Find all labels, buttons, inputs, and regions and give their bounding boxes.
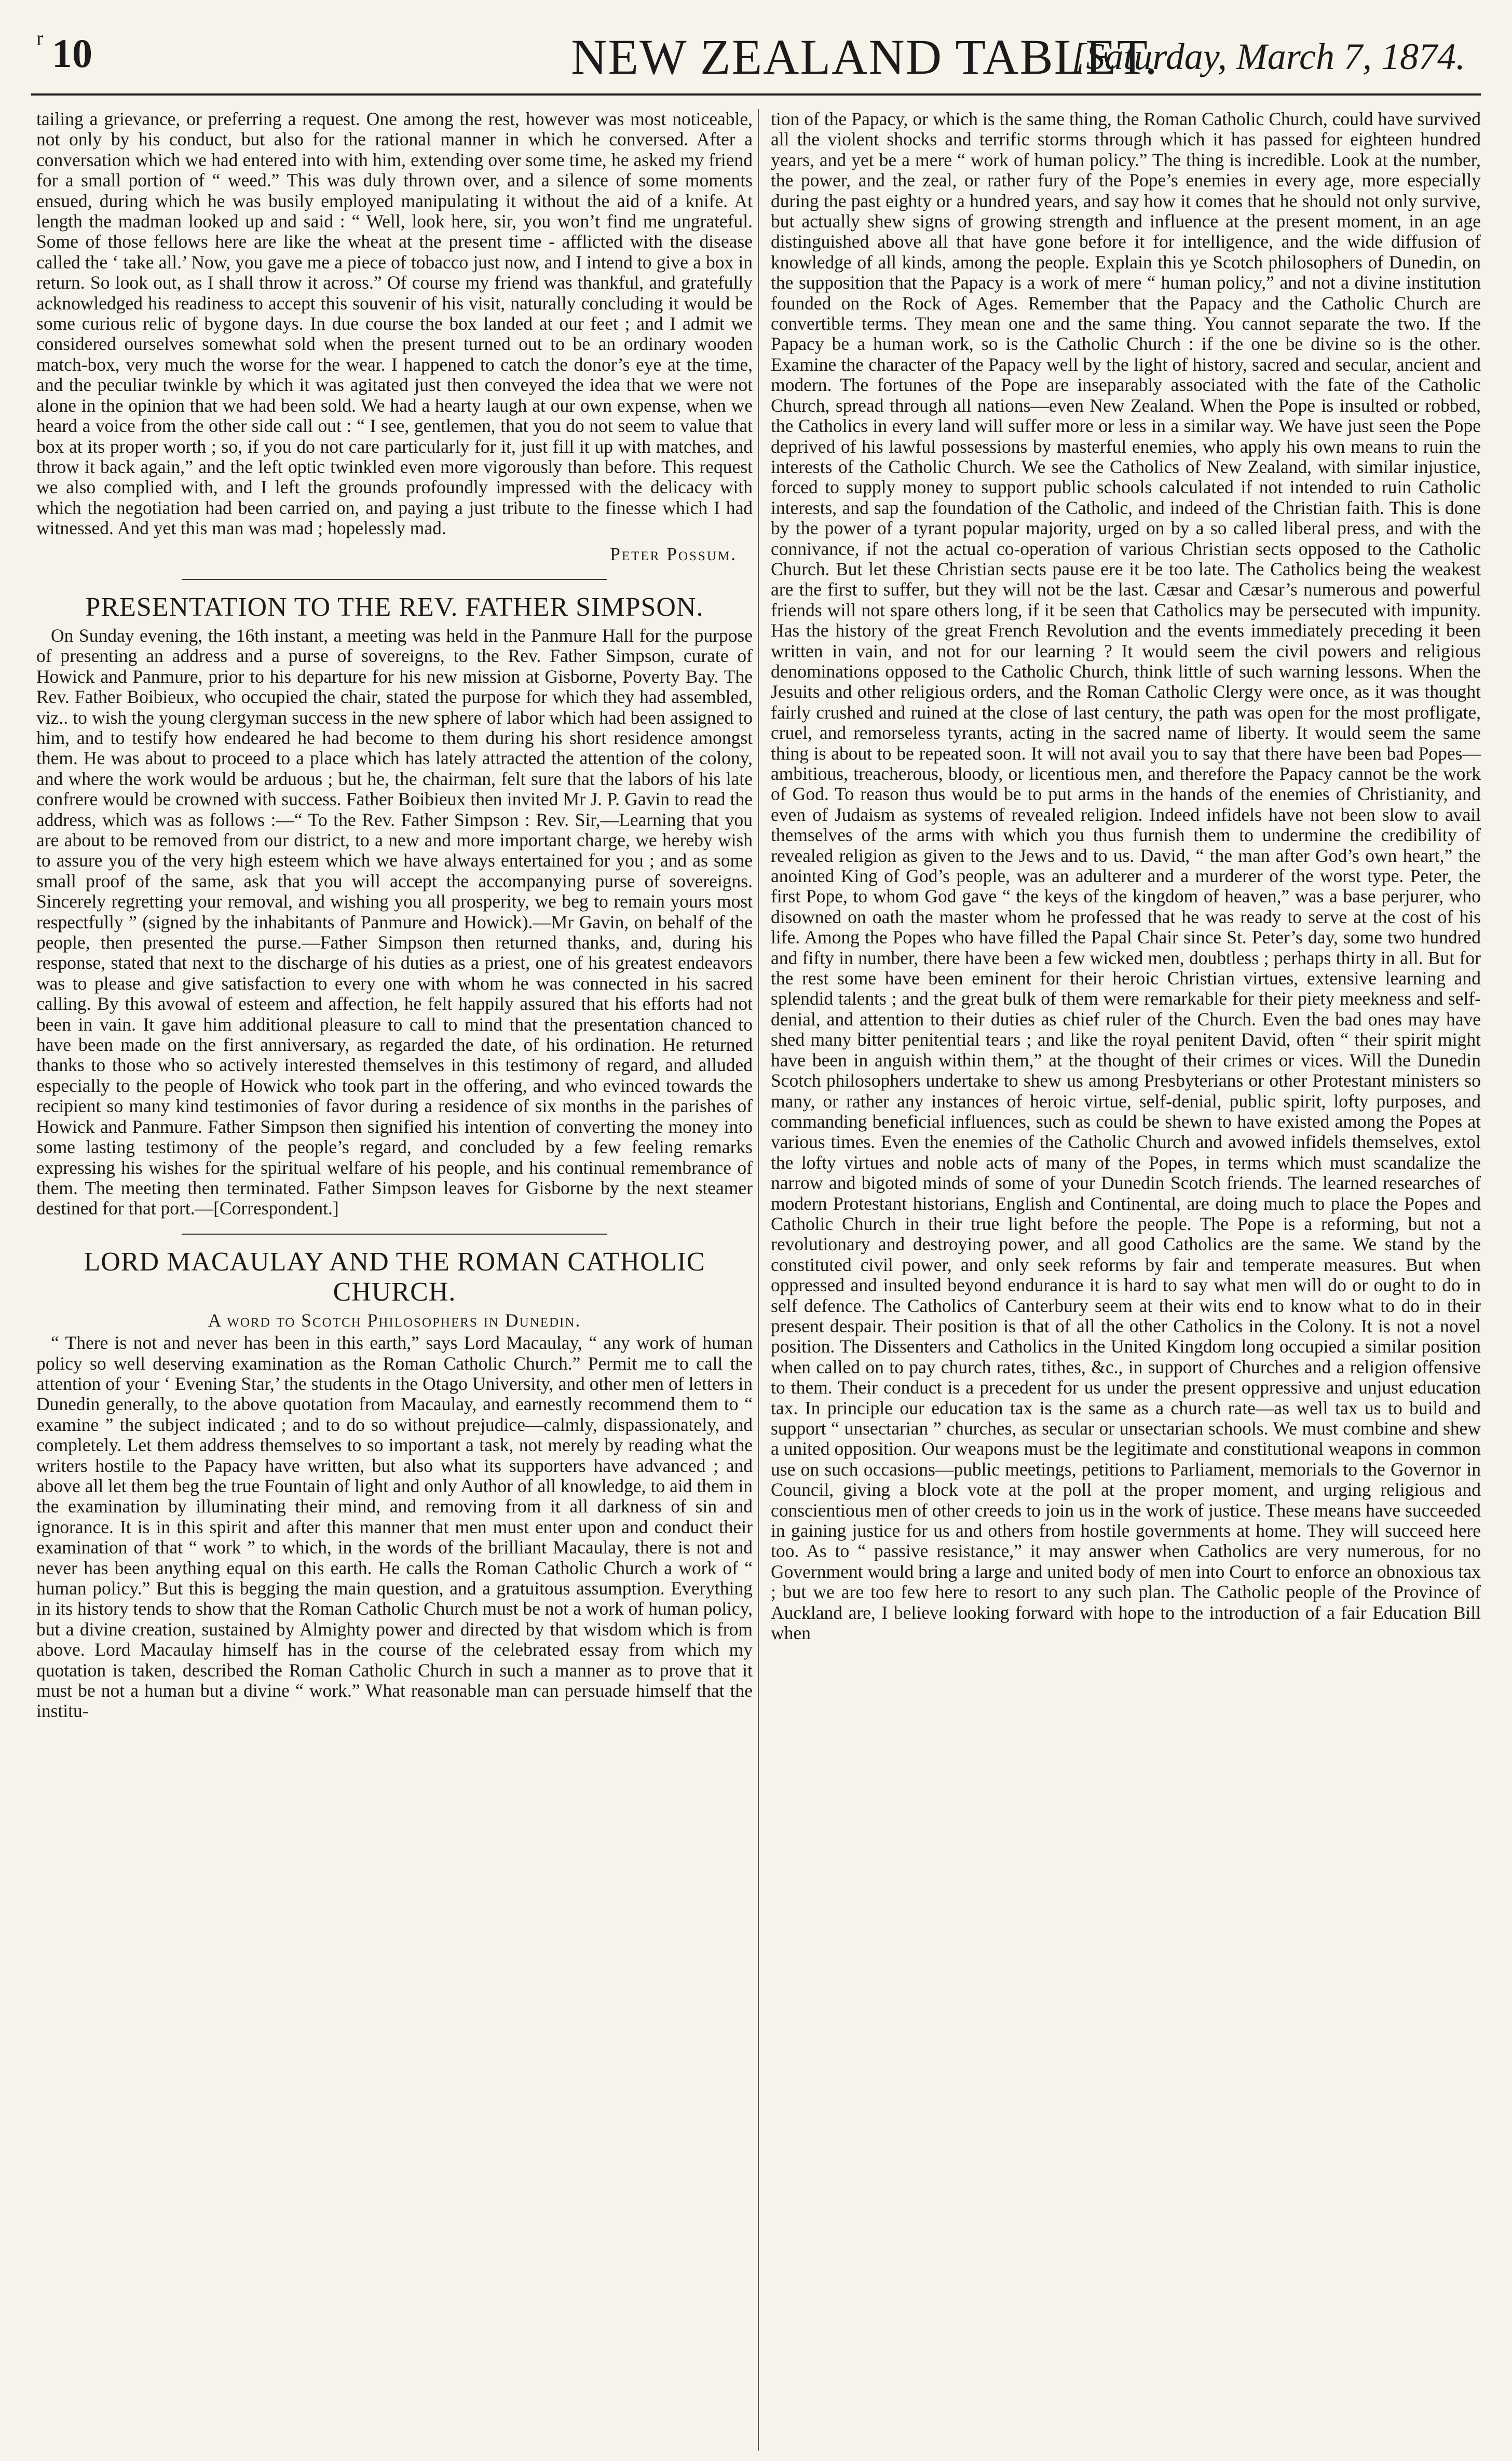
corner-mark: r bbox=[36, 26, 44, 50]
newspaper-title: NEW ZEALAND TABLET. bbox=[571, 29, 1159, 85]
column-divider bbox=[758, 109, 759, 2451]
article-subheading: A word to Scotch Philosophers in Dunedin. bbox=[208, 1309, 581, 1331]
article-paragraph: On Sunday evening, the 16th instant, a meeting was held in the Panmure Hall for the purpose of presenting an address and a purse of sovereigns, to the Rev. Father Simpson, curate of Howick and Panmure, prior to his departure for his new mission at Gisborne, Poverty Bay. The Rev. Father Boibieux, who occupied the chair, stated the purpose for which they had assembled, viz.. to wish the young clergyman success in the new sphere of labor which had been assigned to him, and to testify how endeared he had become to them during his short residence amongst them. He was about to proceed to a place which has lately attracted the attention of the colony, and where the work would be arduous ; but he, the chairman, felt sure that the labors of his late confrere would be crowned with success. Father Boibieux then invited Mr J. P. Gavin to read the address, which was as follows :—“ To the Rev. Father Simpson : Rev. Sir,—Learning that you are about to be removed from our district, to a new and more important charge, we hereby wish to assure you of the very high esteem which we have always entertained for you ; and as some small proof of the same, ask that you will accept the accompanying purse of sovereigns. Sincerely regretting your removal, and wishing you all prosperity, we beg to remain yours most respectfully ” (signed by the inhabitants of Panmure and Howick).—Mr Gavin, on behalf of the people, then presented the purse.—Father Simpson then returned thanks, and, during his response, stated that next to the discharge of his duties as a priest, one of his greatest endeavors was to please and give satisfaction to every one with whom he was connected in his sacred calling. By this avowal of esteem and affection, he felt happily assured that his efforts had not been in vain. It gave him additional pleasure to call to mind that the presentation chanced to have been made on the first anniversary, as regarded the date, of his ordination. He returned thanks to those who so actively interested themselves in this testimony of regard, and alluded especially to the people of Howick who took part in the offering, and who evinced towards the recipient so many kind testimonies of favor during a residence of six months in the parishes of Howick and Panmure. Father Simpson then signified his intention of converting the money into some lasting testimony of the people’s regard, and concluded by a few feeling remarks expressing his wishes for the spiritual welfare of his people, and his continual remembrance of them. The meeting then terminated. Father Simpson leaves for Gisborne by the next steamer destined for that port.—[Correspondent.] bbox=[36, 625, 753, 1219]
article-heading-macaulay: LORD MACAULAY AND THE ROMAN CATHOLIC CHURCH. bbox=[84, 1247, 705, 1307]
article-paragraph: tion of the Papacy, or which is the same thing, the Roman Catholic Church, could have survived all the violent shocks and terrific storms through which it has passed for eighteen hundred years, and yet be a mere “ work of human policy.” The thing is incredible. Look at the number, the power, and the zeal, or rather fury of the Pope’s enemies in every age, more especially during the past eighty or a hundred years, and say how it comes that he should not only survive, but actually shew signs of growing strength and influence at the present moment, in an age distinguished above all that have gone before it for intelligence, and the wide diffusion of knowledge of all kinds, among the people. Explain this ye Scotch philosophers of Dunedin, on the supposition that the Papacy is a work of mere “ human policy,” and not a divine institution founded on the Rock of Ages. Remember that the Papacy and the Catholic Church are convertible terms. They mean one and the same thing. You cannot separate the two. If the Papacy be a human work, so is the Catholic Church : if the one be divine so is the other. Examine the character of the Papacy well by the light of history, sacred and secular, ancient and modern. The fortunes of the Pope are inseparably associated with the fate of the Catholic Church, spread through all nations—even New Zealand. When the Pope is insulted or robbed, the Catholics in every land will suffer more or less in a similar way. We have just seen the Pope deprived of his lawful possessions by masterful enemies, who apply his own means to ruin the interests of the Catholic Church. We see the Catholics of New Zealand, with similar injustice, forced to supply money to support public schools calculated if not intended to ruin Catholic interests, and sap the foundation of the Catholic, and indeed of the Christian faith. This is done by the power of a tyrant popular majority, urged on by a so called liberal press, and with the connivance, if not the actual co-operation of various Christian sects opposed to the Catholic Church. But let these Christian sects pause ere it be too late. The Catholics being the weakest are the first to suffer, but they will not be the last. Cæsar and Cæsar’s numerous and powerful friends will not spare others long, if it be seen that Catholics may be persecuted with impunity. Has the history of the great French Revolution and the events immediately preceding it been written in vain, and not for our learning ? It would seem the civil powers and religious denominations opposed to the Catholic Church, think little of such warning lessons. When the Jesuits and other religious orders, and the Roman Catholic Clergy were once, as it was thought fairly crushed and ruined at the close of last century, the path was open for the most profligate, cruel, and remorseless tyrants, acting in the sacred name of liberty. It would seem the same thing is about to be repeated soon. It will not avail you to say that there have been bad Popes—ambitious, treacherous, bloody, or licentious men, and therefore the Papacy cannot be the work of God. To reason thus would be to put arms in the hands of the enemies of Christianity, and even of Judaism as systems of revealed religion. Indeed infidels have not been slow to avail themselves of the arms with which you thus furnish them to undermine the credibility of revealed religion as given to the Jews and to us. David, “ the man after God’s own heart,” the anointed King of God’s people, was an adulterer and a murderer of the worst type. Peter, the first Pope, to whom God gave “ the keys of the kingdom of heaven,” was a base perjurer, who disowned on oath the master whom he professed that he was ready to serve at the cost of his life. Among the Popes who have filled the Papal Chair since St. Peter’s day, some two hundred and fifty in number, there have been a few wicked men, doubtless ; perhaps thirty in all. But for the rest some have been eminent for their heroic Christian virtues, extensive learning and splendid talents ; and the great bulk of them were remarkable for their piety meekness and self-denial, and attention to their duties as chief ruler of the Church. Even the bad ones may have shed many bitter penitential tears ; and like the royal penitent David, often “ their spirit might have been in anguish within them,” at the thought of their crimes or vices. Will the Dunedin Scotch philosophers undertake to shew us among Presbyterians or other Protestant ministers so many, or rather any instances of heroic virtue, self-denial, public spirit, lofty purposes, and commanding beneficial influences, such as could be shewn to have existed among the Popes at various times. Even the enemies of the Catholic Church and avowed infidels themselves, extol the lofty virtues and noble acts of many of the Popes, in terms which must scandalize the narrow and bigoted minds of some of your Dunedin Scotch friends. The learned researches of modern Protestant historians, English and Continental, are doing much to place the Popes and Catholic Church in their true light before the people. The Pope is a reforming, but not a revolutionary and destroying power, and all good Catholics are the same. We stand by the constituted civil power, and only seek reforms by fair and temperate measures. But when oppressed and insulted beyond endurance it is hard to say what men will do or ought to do in self defence. The Catholics of Canterbury seem at their wits end to know what to do in their present despair. Their position is that of all the other Catholics in the Colony. It is not a novel position. The Dissenters and Catholics in the United Kingdom long occupied a similar position when called on to pay church rates, tithes, &c., in support of Churches and a religion offensive to them. Their conduct is a precedent for us under the present oppressive and unjust education tax. In principle our education tax is the same as a church rate—as well tax us to build and support “ unsectarian ” churches, as secular or unsectarian schools. We must combine and shew a united opposition. Our weapons must be the legitimate and constitutional weapons in common use on such occasions—public meetings, petitions to Parliament, memorials to the Governor in Council, giving a block vote at the poll at the proper moment, and urging religious and conscientious men of other creeds to join us in the work of justice. These means have succeeded in gaining justice for us and others from hostile governments at home. They will succeed here too. As to “ passive resistance,” it may answer when Catholics are very numerous, for no Government would bring a large and united body of men into Court to enforce an obnoxious tax ; but we are too few here to resort to any such plan. The Catholic people of the Province of Auckland are, I believe looking forward with hope to the introduction of a fair Education Bill when bbox=[771, 109, 1481, 1644]
author-signature: Peter Possum. bbox=[610, 543, 737, 564]
left-column bbox=[36, 109, 753, 1722]
right-column bbox=[771, 109, 1481, 1643]
masthead bbox=[31, 16, 1481, 96]
newspaper-page bbox=[31, 16, 1481, 2451]
page-number: 10 bbox=[52, 31, 92, 76]
article-paragraph: tailing a grievance, or preferring a request. One among the rest, however was most noticeable, not only by his conduct, but also for the rational manner in which he conversed. After a conversation which we had entered into with him, extending over some time, he asked my friend for a small portion of “ weed.” This was duly thrown over, and a silence of some moments ensued, during which he was busily employed manipulating it without the aid of a knife. At length the madman looked up and said : “ Well, look here, sir, you won’t find me ungrateful. Some of those fellows here are like the wheat at the present time - afflicted with the disease called the ‘ take all.’ Now, you gave me a piece of tobacco just now, and I intend to give a box in return. So look out, as I shall throw it across.” Of course my friend was thankful, and gratefully acknowledged his readiness to accept this souvenir of his visit, naturally concluding it would be some curious relic of bygone days. In due course the box landed at our feet ; and I admit we considered ourselves somewhat sold when the present turned out to be an ordinary wooden match-box, very much the worse for the wear. I happened to catch the donor’s eye at the time, and the peculiar twinkle by which it was agitated just then conveyed the idea that we were not alone in the opinion that we had been sold. We had a hearty laugh at our own expense, when we heard a voice from the other side call out : “ I see, gentlemen, that you do not seem to value that box at its proper worth ; so, if you do not care particularly for it, just fill it up with matches, and throw it back again,” and the left optic twinkled even more vigorously than before. This request we also complied with, and I left the grounds profoundly impressed with the delicacy with which the negotiation had been carried on, and paying a just tribute to the finesse which I had witnessed. And yet this man was mad ; hopelessly mad. bbox=[36, 109, 753, 539]
article-paragraph: “ There is not and never has been in this earth,” says Lord Macaulay, “ any work of human policy so well deserving examination as the Roman Catholic Church.” Permit me to call the attention of your ‘ Evening Star,’ the students in the Otago University, and other men of letters in Dunedin generally, to the above quotation from Macaulay, and earnestly recommend them to “ examine ” the subject indicated ; and to do so without prejudice—calmly, dispassionately, and completely. Let them address themselves to so important a task, not merely by reading what the writers hostile to the Papacy have written, but also what its supporters have advanced ; and above all let them beg the true Fountain of light and only Author of all knowledge, to aid them in the examination by illuminating their mind, and removing from it all darkness of sin and ignorance. It is in this spirit and after this manner that men must enter upon and conduct their examination of that “ work ” to which, in the words of the brilliant Macaulay, there is not and never has been anything equal on this earth. He calls the Roman Catholic Church a work of “ human policy.” But this is begging the main question, and a gratuitous assumption. Everything in its history tends to show that the Roman Catholic Church must be not a work of human policy, but a divine creation, sustained by Almighty power and directed by that wisdom which is from above. Lord Macaulay himself has in the course of the celebrated essay from which my quotation is taken, described the Roman Catholic Church in such a manner as to prove that it must be not a human but a divine “ work.” What reasonable man can persuade himself that the institu- bbox=[36, 1332, 753, 1722]
issue-date: [Saturday, March 7, 1874. bbox=[1071, 36, 1465, 77]
article-heading-simpson: PRESENTATION TO THE REV. FATHER SIMPSON. bbox=[85, 592, 704, 622]
section-rule bbox=[182, 1234, 607, 1235]
section-rule bbox=[182, 579, 607, 580]
